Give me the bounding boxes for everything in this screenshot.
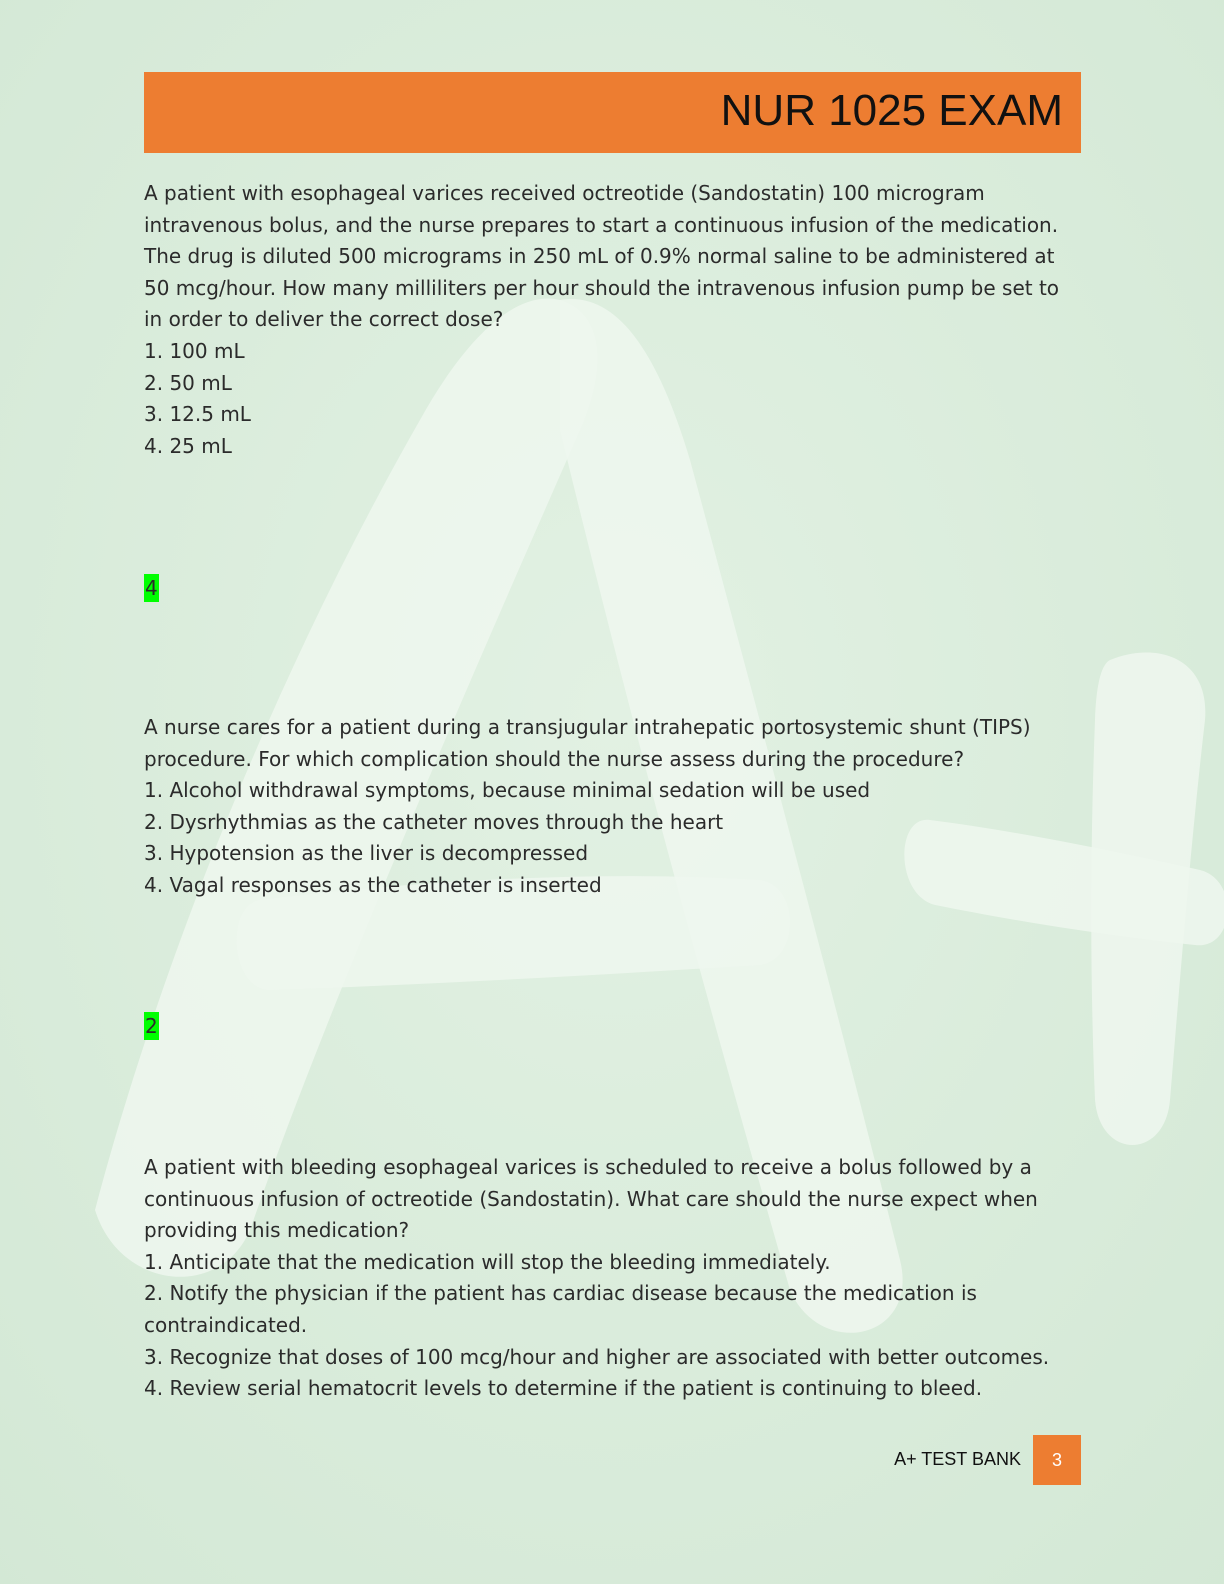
option-item: 3. Recognize that doses of 100 mcg/hour and higher are associated with better outcomes. (144, 1344, 1050, 1369)
answer-highlight: 2 (145, 1014, 158, 1038)
option-item: 3. 12.5 mL (144, 402, 251, 427)
option-item: 1. Anticipate that the medication will stop the bleeding immediately. (144, 1249, 831, 1274)
option-item: 3. Hypotension as the liver is decompressed (144, 841, 589, 866)
option-list (144, 1247, 1064, 1405)
question-1 (144, 178, 1064, 462)
question-stem: A nurse cares for a patient during a transjugular intrahepatic portosystemic shunt (TIPS) procedure. For which complication should the nurse assess during the procedure? (144, 715, 1031, 771)
page-number: 3 (1033, 1435, 1081, 1485)
option-item: 2. Notify the physician if the patient has cardiac disease because the medication is contraindicated. (144, 1281, 977, 1337)
option-item: 2. 50 mL (144, 370, 232, 395)
option-list (144, 336, 1064, 462)
option-item: 1. Alcohol withdrawal symptoms, because minimal sedation will be used (144, 778, 871, 803)
option-item: 4. Vagal responses as the catheter is inserted (144, 872, 602, 897)
page-title: NUR 1025 EXAM (720, 86, 1063, 135)
option-item: 4. Review serial hematocrit levels to determine if the patient is continuing to bleed. (144, 1376, 983, 1401)
option-list (144, 775, 1064, 901)
question-2 (144, 712, 1064, 902)
option-item: 2. Dysrhythmias as the catheter moves through the heart (144, 809, 724, 834)
question-stem: A patient with esophageal varices received octreotide (Sandostatin) 100 microgram intravenous bolus, and the nurse prepares to start a continuous infusion of the medication. The drug is diluted 500 micrograms in 250 mL of 0.9% normal saline to be administered at 50 mcg/hour. How many milliliters per hour should the intravenous infusion pump be set to in order to deliver the correct dose? (144, 181, 1060, 332)
question-stem: A patient with bleeding esophageal varices is scheduled to receive a bolus followed by a continuous infusion of octreotide (Sandostatin). What care should the nurse expect when providing this medication? (144, 1155, 1038, 1243)
option-item: 4. 25 mL (144, 433, 232, 458)
answer-highlight: 4 (145, 576, 158, 600)
header-bar (144, 72, 1081, 153)
option-item: 1. 100 mL (144, 338, 245, 363)
footer-label: A+ TEST BANK (894, 1449, 1021, 1469)
question-3 (144, 1152, 1064, 1405)
